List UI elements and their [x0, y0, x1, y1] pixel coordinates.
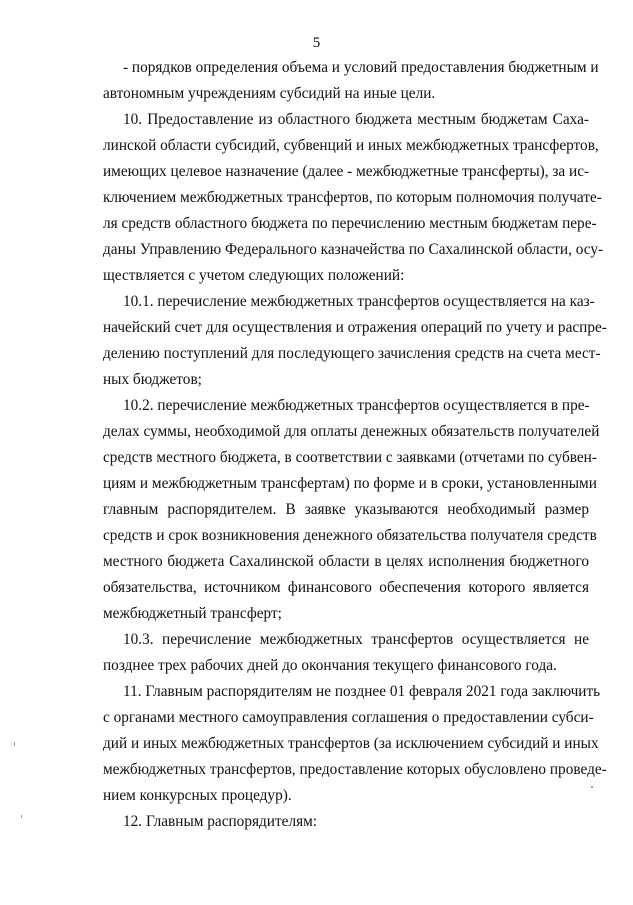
- text-line: даны Управлению Федерального казначейства по Сахалинской области, осу-: [103, 241, 604, 258]
- paragraph-5: [103, 627, 589, 679]
- scan-artifact: [591, 786, 593, 788]
- text-line: дий и иных межбюджетных трансфертов (за исключением субсидий и иных: [103, 735, 599, 752]
- text-line: циям и межбюджетным трансфертам) по форме и в сроки, установленными: [103, 475, 597, 492]
- text-line: ществляется с учетом следующих положений:: [103, 267, 405, 284]
- text-line: делах суммы, необходимой для оплаты денежных обязательств получателей: [103, 423, 600, 440]
- paragraph-4: [103, 393, 600, 627]
- text-line: 10. Предоставление из областного бюджета местным бюджетам Саха-: [123, 111, 589, 128]
- text-line: 11. Главным распорядителям не позднее 01 февраля 2021 года заключить: [123, 683, 601, 700]
- paragraph-2: [103, 107, 604, 289]
- paragraph-3: [103, 289, 607, 393]
- text-line: местного бюджета Сахалинской области в целях исполнения бюджетного: [103, 553, 589, 570]
- text-line: ных бюджетов;: [103, 371, 202, 388]
- text-line: 12. Главным распорядителям:: [123, 813, 318, 830]
- paragraph-1: [103, 55, 599, 107]
- text-line: имеющих целевое назначение (далее - межбюджетные трансферты), за ис-: [103, 163, 590, 180]
- text-line: линской области субсидий, субвенций и иных межбюджетных трансфертов,: [103, 137, 599, 154]
- text-line: обязательства, источником финансового обеспечения которого является: [103, 579, 589, 596]
- text-line: средств местного бюджета, в соответствии с заявками (отчетами по субвен-: [103, 449, 597, 466]
- text-line: средств и срок возникновения денежного обязательства получателя средств: [103, 527, 597, 544]
- scan-artifact: [21, 815, 22, 818]
- text-line: ключением межбюджетных трансфертов, по которым полномочия получате-: [103, 189, 602, 206]
- text-line: межбюджетный трансферт;: [103, 605, 282, 622]
- text-line: с органами местного самоуправления соглашения о предоставлении субси-: [103, 709, 594, 726]
- text-line: 10.1. перечисление межбюджетных трансфертов осуществляется на каз-: [123, 293, 595, 310]
- text-line: позднее трех рабочих дней до окончания текущего финансового года.: [103, 657, 557, 674]
- paragraph-7: [103, 809, 589, 835]
- text-line: нием конкурсных процедур).: [103, 787, 292, 804]
- text-line: 10.2. перечисление межбюджетных трансфертов осуществляется в пре-: [123, 397, 590, 414]
- text-line: 10.3. перечисление межбюджетных трансфертов осуществляется не: [123, 631, 589, 648]
- scan-artifact: [14, 742, 15, 746]
- text-line: ля средств областного бюджета по перечислению местным бюджетам пере-: [103, 215, 597, 232]
- text-line: межбюджетных трансфертов, предоставление которых обусловлено проведе-: [103, 761, 607, 778]
- text-line: главным распорядителем. В заявке указываются необходимый размер: [103, 501, 589, 518]
- document-body: [103, 55, 607, 835]
- page-number: 5: [312, 35, 321, 51]
- text-line: начейский счет для осуществления и отражения операций по учету и распре-: [103, 319, 607, 336]
- text-line: автономным учреждениям субсидий на иные цели.: [103, 85, 436, 102]
- paragraph-6: [103, 679, 607, 809]
- text-line: делению поступлений для последующего зачисления средств на счета мест-: [103, 345, 601, 362]
- text-line: - порядков определения объема и условий предоставления бюджетным и: [123, 59, 599, 76]
